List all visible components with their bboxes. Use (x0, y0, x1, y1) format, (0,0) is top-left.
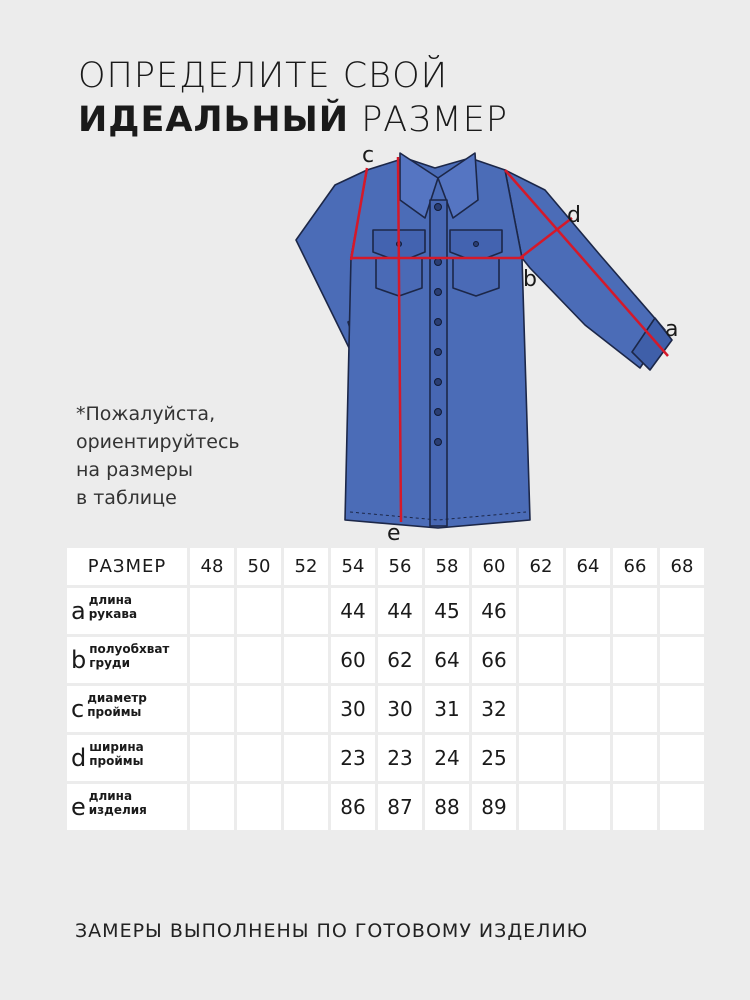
measurement-value (237, 637, 281, 683)
measurement-row (67, 686, 704, 732)
measurement-value: 46 (472, 588, 516, 634)
size-header-cell: 60 (472, 548, 516, 585)
measurement-label-wrap (67, 740, 187, 772)
measurement-value (519, 735, 563, 781)
size-table (64, 545, 707, 833)
size-header-cell: 52 (284, 548, 328, 585)
size-header-cell: 50 (237, 548, 281, 585)
measurement-value: 25 (472, 735, 516, 781)
measurement-value: 30 (378, 686, 422, 732)
measurement-value: 66 (472, 637, 516, 683)
right-pocket (453, 258, 499, 296)
measurement-value (190, 588, 234, 634)
footer-note: ЗАМЕРЫ ВЫПОЛНЕНЫ ПО ГОТОВОМУ ИЗДЕЛИЮ (75, 920, 589, 942)
marker-a: a (665, 317, 679, 342)
measurement-name-line: ширина (89, 740, 144, 754)
measurement-name (89, 593, 137, 621)
measurement-value: 45 (425, 588, 469, 634)
size-header-cell: 62 (519, 548, 563, 585)
measurement-value (519, 588, 563, 634)
note-line: на размеры (76, 459, 193, 481)
measurement-value: 89 (472, 784, 516, 830)
marker-b: b (523, 267, 537, 292)
measurement-value: 86 (331, 784, 375, 830)
measurement-value (613, 588, 657, 634)
button-icon (435, 259, 442, 266)
measurement-value (566, 735, 610, 781)
measurement-value (237, 686, 281, 732)
page-title-bold: ИДЕАЛЬНЫЙ (78, 100, 350, 140)
note-line: ориентируйтесь (76, 431, 240, 453)
button-icon (435, 379, 442, 386)
marker-d: d (567, 203, 581, 228)
measurement-name-line: изделия (88, 803, 147, 817)
size-header-cell: 54 (331, 548, 375, 585)
size-header-cell: 56 (378, 548, 422, 585)
measurement-value (660, 637, 704, 683)
measurement-value (237, 588, 281, 634)
button-icon (435, 319, 442, 326)
measurement-value (566, 637, 610, 683)
placket (430, 200, 447, 526)
measurement-value (660, 735, 704, 781)
measurement-name-line: длина (88, 593, 132, 607)
measurement-value (566, 784, 610, 830)
measurement-value: 24 (425, 735, 469, 781)
measurement-name-line: проймы (89, 754, 144, 768)
measurement-value (660, 784, 704, 830)
measurement-value (660, 588, 704, 634)
measurement-label (67, 637, 187, 683)
measurement-value: 60 (331, 637, 375, 683)
button-icon (435, 289, 442, 296)
measurement-label-wrap (67, 593, 187, 625)
measurement-value (190, 686, 234, 732)
measurement-value (284, 735, 328, 781)
measurement-value: 23 (378, 735, 422, 781)
measurement-letter: b (71, 646, 87, 674)
measurement-value: 62 (378, 637, 422, 683)
measurement-label-wrap (67, 642, 187, 674)
measurement-value (284, 637, 328, 683)
measurement-value (566, 588, 610, 634)
measurement-value (284, 588, 328, 634)
measurement-value (190, 637, 234, 683)
note-line: в таблице (76, 487, 177, 509)
measurement-value: 87 (378, 784, 422, 830)
measurement-name-line: проймы (87, 705, 142, 719)
button-icon (474, 242, 479, 247)
measurement-letter: e (71, 793, 86, 821)
measurement-value: 44 (331, 588, 375, 634)
note-line: *Пожалуйста, (76, 403, 216, 425)
measurement-row (67, 784, 704, 830)
button-icon (435, 349, 442, 356)
marker-c: c (362, 143, 375, 168)
measurement-value (190, 784, 234, 830)
measurement-value (284, 686, 328, 732)
measurement-value (190, 735, 234, 781)
measurement-value (237, 784, 281, 830)
measurement-row (67, 735, 704, 781)
measurement-value: 30 (331, 686, 375, 732)
page-title-rest: РАЗМЕР (361, 100, 508, 140)
measurement-label (67, 686, 187, 732)
button-icon (435, 439, 442, 446)
measurement-letter: c (71, 695, 85, 723)
measurement-label (67, 588, 187, 634)
measurement-value (237, 735, 281, 781)
size-header-cell: 66 (613, 548, 657, 585)
measurement-name (89, 789, 147, 817)
measurement-name-line: длина (88, 789, 133, 803)
page-title-line-1: ОПРЕДЕЛИТЕ СВОЙ (78, 56, 449, 96)
measurement-name-line: рукава (88, 607, 138, 621)
measurement-value (613, 637, 657, 683)
measurement-name (87, 691, 147, 719)
measurement-row (67, 637, 704, 683)
measurement-value (660, 686, 704, 732)
measurement-value (519, 686, 563, 732)
size-header-cell: 68 (660, 548, 704, 585)
measurement-value (519, 637, 563, 683)
shirt-dress-illustration (296, 153, 672, 528)
measurement-label (67, 735, 187, 781)
button-icon (435, 204, 442, 211)
measurement-name-line: диаметр (87, 691, 147, 705)
measurement-letter: a (71, 597, 86, 625)
measurement-value: 64 (425, 637, 469, 683)
measurement-label-wrap (67, 691, 187, 723)
measurement-value: 23 (331, 735, 375, 781)
size-header-row (67, 548, 704, 585)
size-header-label: РАЗМЕР (67, 548, 187, 585)
measurement-label (67, 784, 187, 830)
measurement-label-wrap (67, 789, 187, 821)
measurement-value (613, 784, 657, 830)
measurement-value (566, 686, 610, 732)
button-icon (435, 409, 442, 416)
measurement-value: 32 (472, 686, 516, 732)
size-header-cell: 48 (190, 548, 234, 585)
measurement-name (89, 642, 169, 670)
size-header-cell: 58 (425, 548, 469, 585)
measurement-row (67, 588, 704, 634)
measurement-value: 44 (378, 588, 422, 634)
measurement-value (613, 735, 657, 781)
marker-e: e (387, 521, 401, 545)
size-header-cell: 64 (566, 548, 610, 585)
measurement-value (519, 784, 563, 830)
measurement-value: 88 (425, 784, 469, 830)
measurement-value (613, 686, 657, 732)
measurement-name-line: груди (89, 656, 131, 670)
measurement-name-line: полуобхват (89, 642, 170, 656)
measurement-value (284, 784, 328, 830)
measurement-name (89, 740, 144, 768)
measurement-letter: d (71, 744, 87, 772)
measurement-value: 31 (425, 686, 469, 732)
